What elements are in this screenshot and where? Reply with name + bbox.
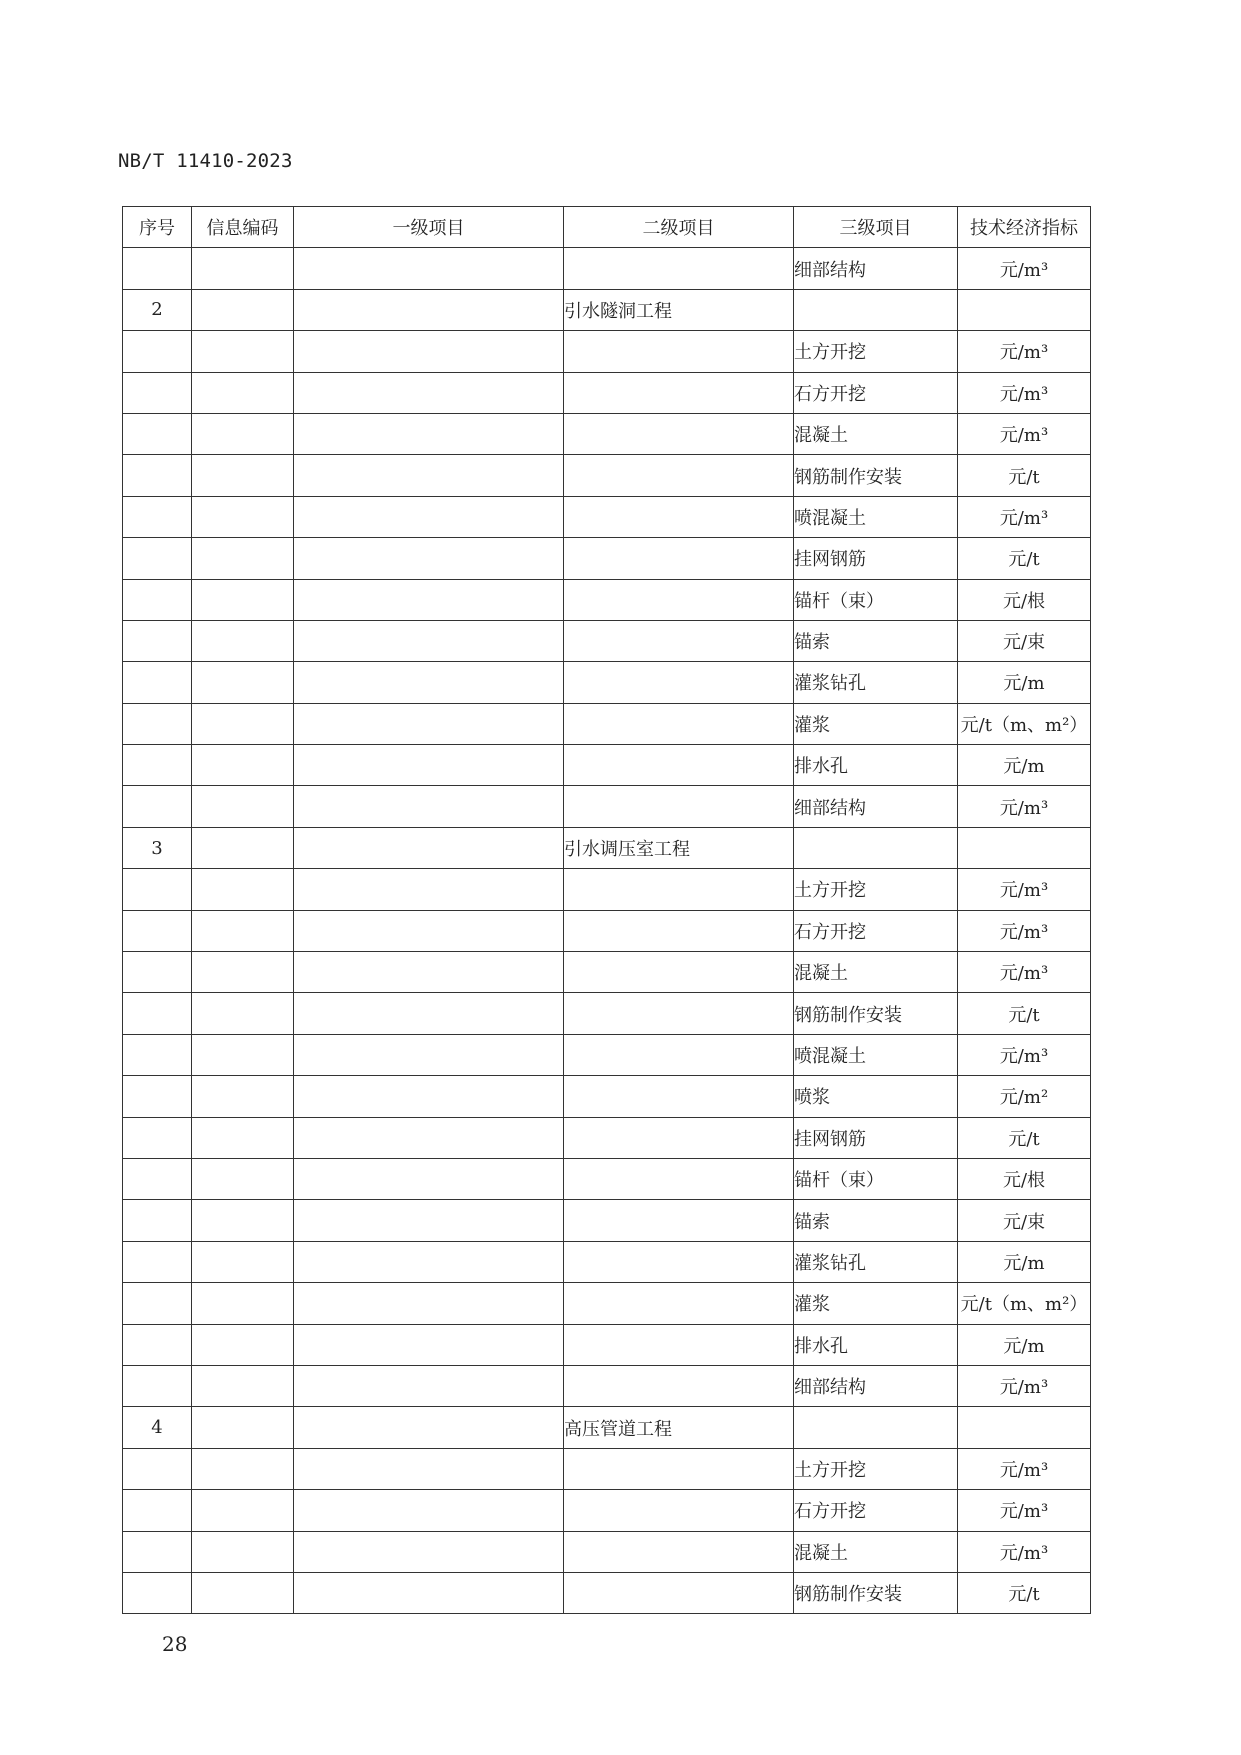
table-row [123, 869, 1091, 910]
cell-level2-item [564, 455, 794, 496]
table-row [123, 745, 1091, 786]
table-row [123, 703, 1091, 744]
cell-level3-item: 挂网钢筋 [794, 1117, 958, 1158]
cell-info-code [192, 1531, 294, 1572]
cell-info-code [192, 248, 294, 289]
cell-indicator: 元/t [958, 993, 1091, 1034]
cell-serial-no [123, 993, 192, 1034]
table-row [123, 1448, 1091, 1489]
cell-level1-item [294, 745, 564, 786]
cell-level1-item [294, 1531, 564, 1572]
cell-info-code [192, 1490, 294, 1531]
cell-level3-item: 锚杆（束） [794, 1158, 958, 1199]
table-header [123, 207, 1091, 248]
page-number: 28 [162, 1632, 188, 1656]
table-row [123, 1531, 1091, 1572]
cell-serial-no [123, 620, 192, 661]
table-row [123, 413, 1091, 454]
cell-level2-item [564, 538, 794, 579]
cell-level1-item [294, 1324, 564, 1365]
cell-info-code [192, 496, 294, 537]
cell-serial-no [123, 662, 192, 703]
cell-level1-item [294, 579, 564, 620]
cell-level2-item [564, 1490, 794, 1531]
standard-code: NB/T 11410-2023 [118, 150, 293, 172]
cell-level1-item [294, 1283, 564, 1324]
cell-level2-item [564, 579, 794, 620]
cell-level1-item [294, 1490, 564, 1531]
cell-indicator: 元/m³ [958, 1448, 1091, 1489]
cell-level3-item: 混凝土 [794, 1531, 958, 1572]
table-row [123, 786, 1091, 827]
cell-serial-no [123, 1117, 192, 1158]
table-row [123, 952, 1091, 993]
cell-info-code [192, 1200, 294, 1241]
table-row [123, 1407, 1091, 1448]
cell-info-code [192, 827, 294, 868]
cell-serial-no [123, 372, 192, 413]
cell-info-code [192, 413, 294, 454]
cell-serial-no: 2 [123, 289, 192, 330]
table-row [123, 496, 1091, 537]
table-row [123, 827, 1091, 868]
cell-serial-no: 3 [123, 827, 192, 868]
cell-indicator: 元/t [958, 1572, 1091, 1613]
cell-serial-no [123, 1158, 192, 1199]
cell-info-code [192, 1365, 294, 1406]
cell-indicator [958, 1407, 1091, 1448]
cell-info-code [192, 1283, 294, 1324]
table-row [123, 579, 1091, 620]
cell-level3-item: 细部结构 [794, 786, 958, 827]
cell-level3-item: 细部结构 [794, 1365, 958, 1406]
cell-level1-item [294, 703, 564, 744]
cell-level2-item [564, 869, 794, 910]
cell-indicator: 元/t [958, 1117, 1091, 1158]
cell-indicator [958, 289, 1091, 330]
cell-info-code [192, 538, 294, 579]
cell-level3-item [794, 827, 958, 868]
cell-serial-no: 4 [123, 1407, 192, 1448]
table-row [123, 289, 1091, 330]
table-body [123, 248, 1091, 1614]
cell-level3-item: 混凝土 [794, 413, 958, 454]
table-row [123, 1283, 1091, 1324]
cell-level3-item: 土方开挖 [794, 869, 958, 910]
cell-level3-item: 锚索 [794, 620, 958, 661]
cell-level1-item [294, 1407, 564, 1448]
cell-level3-item: 锚索 [794, 1200, 958, 1241]
cell-info-code [192, 1241, 294, 1282]
cell-info-code [192, 1448, 294, 1489]
cell-level3-item: 细部结构 [794, 248, 958, 289]
cell-info-code [192, 289, 294, 330]
cell-serial-no [123, 1200, 192, 1241]
cell-level1-item [294, 993, 564, 1034]
cell-level3-item: 灌浆钻孔 [794, 662, 958, 703]
cell-level3-item: 石方开挖 [794, 372, 958, 413]
cell-indicator: 元/m [958, 1241, 1091, 1282]
cell-info-code [192, 455, 294, 496]
cell-indicator: 元/m³ [958, 1490, 1091, 1531]
cell-level3-item: 挂网钢筋 [794, 538, 958, 579]
cell-serial-no [123, 1241, 192, 1282]
cell-level1-item [294, 538, 564, 579]
cell-level2-item [564, 1283, 794, 1324]
cell-indicator [958, 827, 1091, 868]
cell-info-code [192, 372, 294, 413]
cell-level2-item [564, 910, 794, 951]
cell-indicator: 元/m² [958, 1076, 1091, 1117]
cell-level3-item [794, 1407, 958, 1448]
cell-info-code [192, 786, 294, 827]
cell-info-code [192, 579, 294, 620]
cell-level3-item: 钢筋制作安装 [794, 1572, 958, 1613]
table-row [123, 1200, 1091, 1241]
cell-indicator: 元/束 [958, 620, 1091, 661]
cell-level1-item [294, 248, 564, 289]
table-row [123, 1490, 1091, 1531]
cell-level2-item [564, 1572, 794, 1613]
cell-level1-item [294, 289, 564, 330]
cell-level2-item [564, 786, 794, 827]
cell-indicator: 元/根 [958, 579, 1091, 620]
cell-level2-item [564, 248, 794, 289]
cell-indicator: 元/m³ [958, 1365, 1091, 1406]
cell-level1-item [294, 620, 564, 661]
cell-serial-no [123, 579, 192, 620]
cell-indicator: 元/m³ [958, 413, 1091, 454]
cell-level3-item: 锚杆（束） [794, 579, 958, 620]
cell-level1-item [294, 1200, 564, 1241]
cell-info-code [192, 745, 294, 786]
cell-indicator: 元/m³ [958, 248, 1091, 289]
cell-level2-item [564, 1241, 794, 1282]
cell-serial-no [123, 1283, 192, 1324]
table-row [123, 538, 1091, 579]
cell-info-code [192, 1158, 294, 1199]
cell-level2-item [564, 1324, 794, 1365]
cell-info-code [192, 952, 294, 993]
cell-level1-item [294, 952, 564, 993]
cell-level2-item [564, 496, 794, 537]
table-row [123, 1241, 1091, 1282]
cell-info-code [192, 1076, 294, 1117]
cell-level1-item [294, 662, 564, 703]
cell-serial-no [123, 952, 192, 993]
cell-info-code [192, 1324, 294, 1365]
table-row [123, 331, 1091, 372]
cell-serial-no [123, 413, 192, 454]
table-row [123, 372, 1091, 413]
cell-level3-item: 灌浆钻孔 [794, 1241, 958, 1282]
cell-info-code [192, 1117, 294, 1158]
cell-indicator: 元/m [958, 745, 1091, 786]
cell-level2-item [564, 1200, 794, 1241]
cell-serial-no [123, 703, 192, 744]
cell-info-code [192, 869, 294, 910]
cell-level2-item [564, 703, 794, 744]
table-row [123, 1365, 1091, 1406]
header-row [123, 207, 1091, 248]
cell-level2-item: 引水隧洞工程 [564, 289, 794, 330]
cell-indicator: 元/m³ [958, 869, 1091, 910]
table-row [123, 1158, 1091, 1199]
cell-level3-item: 喷混凝土 [794, 1034, 958, 1075]
cell-indicator: 元/根 [958, 1158, 1091, 1199]
cell-level2-item [564, 1365, 794, 1406]
cell-serial-no [123, 1531, 192, 1572]
cell-indicator: 元/束 [958, 1200, 1091, 1241]
cell-level3-item: 灌浆 [794, 1283, 958, 1324]
cell-level2-item: 引水调压室工程 [564, 827, 794, 868]
table-row [123, 455, 1091, 496]
cell-info-code [192, 703, 294, 744]
cell-indicator: 元/m³ [958, 910, 1091, 951]
cell-level2-item [564, 662, 794, 703]
cell-level1-item [294, 1448, 564, 1489]
cell-serial-no [123, 1324, 192, 1365]
cell-level1-item [294, 1034, 564, 1075]
cell-serial-no [123, 745, 192, 786]
table-row [123, 993, 1091, 1034]
cell-indicator: 元/t（m、m²） [958, 1283, 1091, 1324]
cell-level3-item: 喷浆 [794, 1076, 958, 1117]
indicator-table [122, 206, 1091, 1614]
cell-level1-item [294, 1117, 564, 1158]
cell-level2-item [564, 372, 794, 413]
cell-level2-item [564, 620, 794, 661]
cell-indicator: 元/m³ [958, 786, 1091, 827]
cell-indicator: 元/t（m、m²） [958, 703, 1091, 744]
cell-level2-item [564, 745, 794, 786]
cell-indicator: 元/m³ [958, 952, 1091, 993]
cell-indicator: 元/t [958, 538, 1091, 579]
cell-level1-item [294, 1241, 564, 1282]
cell-serial-no [123, 455, 192, 496]
cell-level3-item: 石方开挖 [794, 1490, 958, 1531]
cell-serial-no [123, 1572, 192, 1613]
header-serial-no: 序号 [123, 207, 192, 248]
cell-serial-no [123, 786, 192, 827]
cell-serial-no [123, 248, 192, 289]
cell-info-code [192, 1572, 294, 1613]
cell-info-code [192, 1407, 294, 1448]
table-row [123, 1572, 1091, 1613]
cell-indicator: 元/t [958, 455, 1091, 496]
cell-serial-no [123, 1076, 192, 1117]
cell-serial-no [123, 538, 192, 579]
cell-level1-item [294, 1572, 564, 1613]
cell-info-code [192, 1034, 294, 1075]
cell-level1-item [294, 331, 564, 372]
header-indicator: 技术经济指标 [958, 207, 1091, 248]
cell-level3-item: 石方开挖 [794, 910, 958, 951]
table-row [123, 1034, 1091, 1075]
cell-indicator: 元/m [958, 1324, 1091, 1365]
cell-level3-item [794, 289, 958, 330]
cell-level1-item [294, 372, 564, 413]
cell-level2-item [564, 993, 794, 1034]
cell-serial-no [123, 496, 192, 537]
table-row [123, 1076, 1091, 1117]
cell-level3-item: 灌浆 [794, 703, 958, 744]
cell-info-code [192, 993, 294, 1034]
cell-level1-item [294, 910, 564, 951]
header-level1-item: 一级项目 [294, 207, 564, 248]
cell-level1-item [294, 786, 564, 827]
cell-indicator: 元/m³ [958, 496, 1091, 537]
cell-level1-item [294, 869, 564, 910]
cell-level3-item: 钢筋制作安装 [794, 993, 958, 1034]
table-row [123, 248, 1091, 289]
cell-level2-item [564, 1531, 794, 1572]
cell-level3-item: 混凝土 [794, 952, 958, 993]
cell-level1-item [294, 1076, 564, 1117]
cell-indicator: 元/m³ [958, 331, 1091, 372]
cell-level3-item: 喷混凝土 [794, 496, 958, 537]
cell-serial-no [123, 1034, 192, 1075]
cell-serial-no [123, 331, 192, 372]
cell-level2-item [564, 1076, 794, 1117]
cell-level3-item: 排水孔 [794, 1324, 958, 1365]
cell-level2-item [564, 1117, 794, 1158]
cell-serial-no [123, 1448, 192, 1489]
header-info-code: 信息编码 [192, 207, 294, 248]
cell-serial-no [123, 869, 192, 910]
cell-info-code [192, 910, 294, 951]
cell-level2-item [564, 952, 794, 993]
cell-info-code [192, 331, 294, 372]
cell-level2-item [564, 1034, 794, 1075]
header-level3-item: 三级项目 [794, 207, 958, 248]
cell-info-code [192, 620, 294, 661]
cell-level2-item [564, 413, 794, 454]
cell-serial-no [123, 1490, 192, 1531]
table-row [123, 620, 1091, 661]
cell-level1-item [294, 1158, 564, 1199]
header-level2-item: 二级项目 [564, 207, 794, 248]
cell-serial-no [123, 910, 192, 951]
table-row [123, 910, 1091, 951]
table-row [123, 662, 1091, 703]
cell-level2-item [564, 1448, 794, 1489]
cell-level3-item: 土方开挖 [794, 331, 958, 372]
cell-level3-item: 土方开挖 [794, 1448, 958, 1489]
cell-level1-item [294, 1365, 564, 1406]
cell-indicator: 元/m³ [958, 372, 1091, 413]
cell-indicator: 元/m³ [958, 1034, 1091, 1075]
cell-serial-no [123, 1365, 192, 1406]
cell-level1-item [294, 455, 564, 496]
cell-level2-item [564, 1158, 794, 1199]
cell-level2-item: 高压管道工程 [564, 1407, 794, 1448]
cell-level3-item: 钢筋制作安装 [794, 455, 958, 496]
table-row [123, 1117, 1091, 1158]
cell-level1-item [294, 413, 564, 454]
table-row [123, 1324, 1091, 1365]
cell-level1-item [294, 827, 564, 868]
cell-indicator: 元/m [958, 662, 1091, 703]
cell-indicator: 元/m³ [958, 1531, 1091, 1572]
cell-level1-item [294, 496, 564, 537]
cell-level3-item: 排水孔 [794, 745, 958, 786]
cell-info-code [192, 662, 294, 703]
cell-level2-item [564, 331, 794, 372]
